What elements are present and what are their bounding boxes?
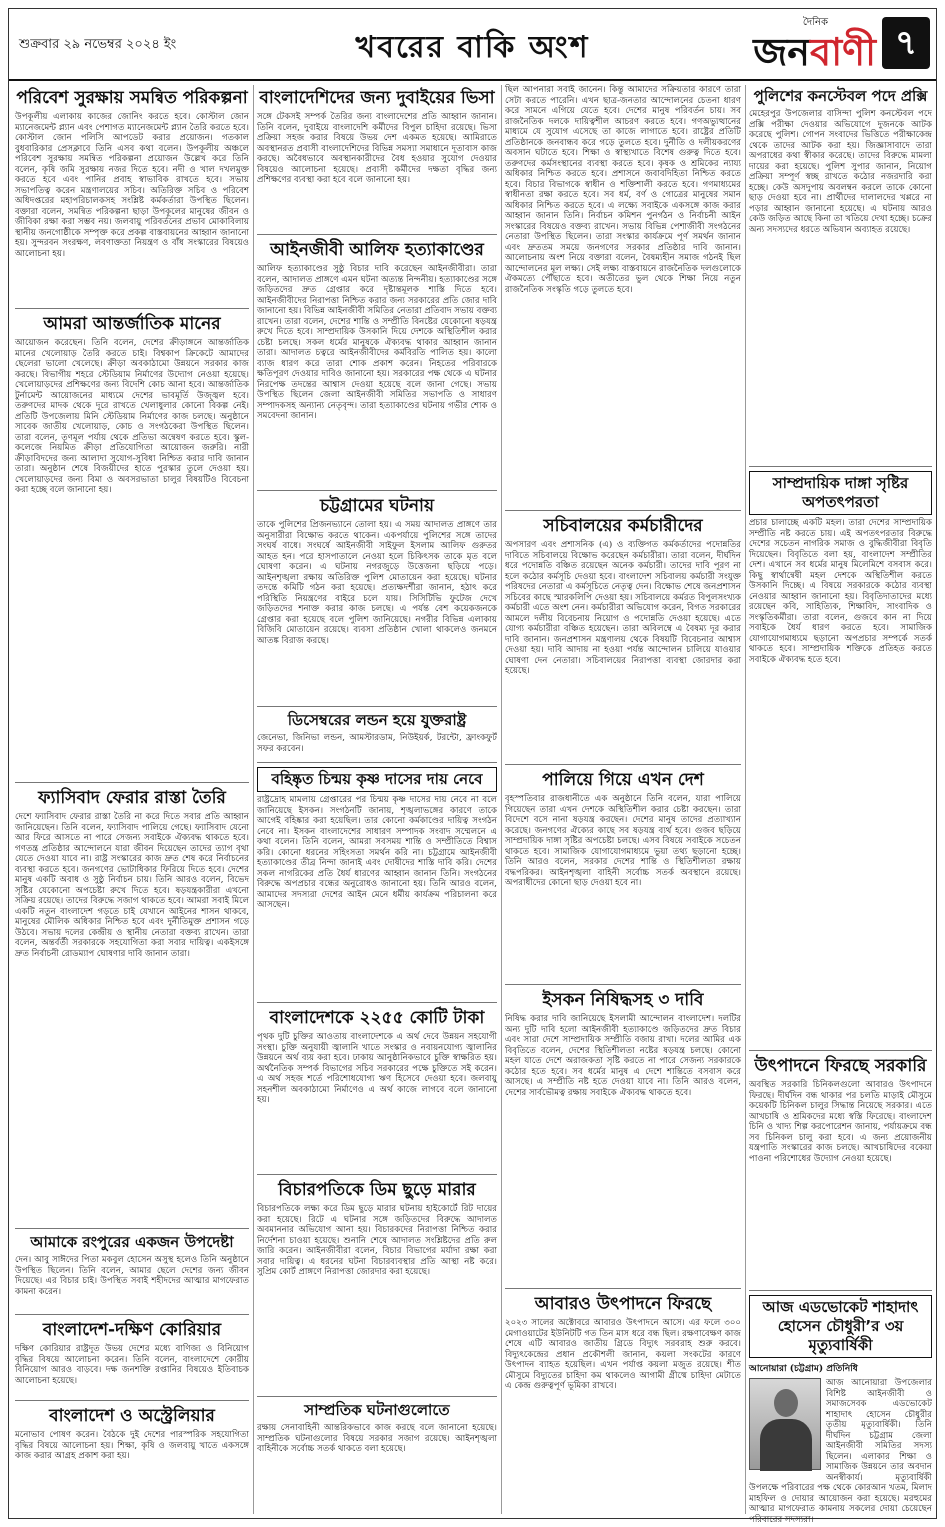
article-body: সঙ্গে টেকসই সম্পর্ক তৈরির জন্য বাংলাদেশের প্রতি আহ্বান জানান। তিনি বলেন, দুবাইয়ে বাংলাদেশি কর্মীদের বিপুল চাহিদা রয়েছে। ভিসা প্রক্রিয়া সহজ করার বিষয়ে উভয় দেশ একমত হয়েছে। আমিরাতে অবস্থানরত প্রবাসী বাংলাদেশিদের বিভিন্ন সমস্যা সমাধানে দূতাবাস কাজ করছে। অবৈধভাবে অবস্থানকারীদের বৈধ হওয়ার সুযোগ দেওয়ার বিষয়েও আলোচনা হয়েছে। প্রবাসী কর্মীদের দক্ষতা বৃদ্ধির জন্য প্রশিক্ষণের ব্যবস্থা করা হবে বলে জানানো হয়। bbox=[257, 112, 497, 185]
article-body: অপসারণ এবং প্রশাসনিক (এ) ও ব্যক্তিগত কর্মকর্তাদের পদোন্নতির দাবিতে সচিবালয়ে বিক্ষোভ করেছেন কর্মচারীরা। তারা বলেন, দীর্ঘদিন ধরে পদোন্নতি বঞ্চিত রয়েছেন অনেক কর্মচারী। তাদের দাবি পূরণ না হলে কঠোর কর্মসূচি দেওয়া হবে। বাংলাদেশ সচিবালয় কর্মচারী সংযুক্ত পরিষদের নেতারা এ কর্মসূচিতে নেতৃত্ব দেন। বিক্ষোভ শেষে জনপ্রশাসন সচিবের কাছে স্মারকলিপি দেওয়া হয়। সচিবালয়ে কর্মরত বিপুলসংখ্যক কর্মচারী এতে অংশ নেন। কর্মচারীরা অভিযোগ করেন, বিগত সরকারের আমলে দলীয় বিবেচনায় নিয়োগ ও পদোন্নতি দেওয়া হয়েছে। এতে যোগ্য কর্মচারীরা বঞ্চিত হয়েছেন। তারা অবিলম্বে এ বৈষম্য দূর করার দাবি জানান। জনপ্রশাসন মন্ত্রণালয় থেকে বিষয়টি বিবেচনার আশ্বাস দেওয়া হয়। দাবি আদায় না হওয়া পর্যন্ত আন্দোলন চালিয়ে যাওয়ার ঘোষণা দেন নেতারা। সচিবালয়ের নিরাপত্তা ব্যবস্থা জোরদার করা হয়েছে। bbox=[505, 540, 741, 676]
article-headline: ডিসেম্বরের লন্ডন হয়ে যুক্তরাষ্ট্র bbox=[287, 711, 467, 729]
article-headline: পরিবেশ সুরক্ষায় সমন্বিত পরিকল্পনা bbox=[16, 88, 248, 108]
article-headline: বাংলাদেশিদের জন্য দুবাইয়ের ভিসা bbox=[259, 88, 495, 108]
article-bangladesh-australia bbox=[15, 1405, 249, 1475]
article-sugar-mills bbox=[749, 1055, 932, 1291]
article-iskcon-chinmoy bbox=[257, 767, 497, 1003]
article-rangpur-adviser bbox=[15, 1233, 249, 1315]
masthead bbox=[9, 9, 936, 81]
article-headline: বাংলাদেশকে ২২৫৫ কোটি টাকা bbox=[269, 1008, 485, 1028]
article-iskcon-ban bbox=[505, 989, 741, 1289]
portrait-photo bbox=[749, 1378, 821, 1470]
column-divider bbox=[253, 85, 254, 1514]
article-body: পৃথক দুটি চুক্তির আওতায় বাংলাদেশকে এ অর্থ দেবে উন্নয়ন সহযোগী সংস্থা। চুক্তি অনুযায়ী জ্বালানি খাতে সংস্কার ও নবায়নযোগ্য জ্বালানির উন্নয়নে অর্থ ব্যয় করা হবে। ঢাকায় আনুষ্ঠানিকভাবে চুক্তি স্বাক্ষরিত হয়। অর্থনৈতিক সম্পর্ক বিভাগের সচিব সরকারের পক্ষে চুক্তিতে সই করেন। এ অর্থ সহজ শর্তে পরিশোধযোগ্য ঋণ হিসেবে দেওয়া হবে। জলবায়ু সহনশীল অবকাঠামো নির্মাণেও এ অর্থ কাজে লাগবে বলে জানানো হয়। bbox=[257, 1032, 497, 1105]
column-1 bbox=[15, 85, 249, 1514]
article-headline: আইনজীবী আলিফ হত্যাকাণ্ডের bbox=[270, 240, 484, 260]
issue-date: শুক্রবার ২৯ নভেম্বর ২০২৪ ইং bbox=[19, 37, 177, 52]
article-fled-country bbox=[505, 769, 741, 985]
article-body: উপকূলীয় এলাকায় কাজের জোনিং করতে হবে। কোস্টাল জোন ম্যানেজমেন্ট প্ল্যান এবং পেশাগত ম্যানেজমেন্ট প্ল্যান তৈরি করতে হবে। কোস্টাল জোন পলিসি আপডেট করার প্রয়োজন। গতকাল বুধবারিকার প্রেসক্লাবে তিনি এসব কথা বলেন। উপকূলীয় অঞ্চলে পরিবেশ সুরক্ষায় সমন্বিত পরিকল্পনা প্রয়োজন উল্লেখ করে তিনি বলেন, কৃষি জমি সুরক্ষায় নজর দিতে হবে। নদী ও খাল দখলমুক্ত করতে হবে এবং পানির প্রবাহ স্বাভাবিক রাখতে হবে। সভায় সভাপতিত্ব করেন মন্ত্রণালয়ের সচিব। অতিরিক্ত সচিব ও পরিবেশ অধিদপ্তরের মহাপরিচালকসহ সংশ্লিষ্ট কর্মকর্তারা উপস্থিত ছিলেন। বক্তারা বলেন, সমন্বিত পরিকল্পনা ছাড়া উপকূলের মানুষের জীবন ও জীবিকা রক্ষা করা সম্ভব নয়। জলবায়ু পরিবর্তনের প্রভাব মোকাবিলায় স্থানীয় জনগোষ্ঠীকে সম্পৃক্ত করে প্রকল্প বাস্তবায়নের আহ্বান জানানো হয়। সুন্দরবন সংরক্ষণ, লবণাক্ততা নিয়ন্ত্রণ ও বাঁধ সংস্কারের বিষয়েও আলোচনা হয়। bbox=[15, 112, 249, 259]
article-headline: সচিবালয়ের কর্মচারীদের bbox=[543, 516, 703, 536]
article-chattogram-incident bbox=[257, 495, 497, 707]
article-continued-top bbox=[505, 85, 741, 511]
newspaper-logo bbox=[753, 15, 876, 72]
article-headline: বিচারপতিকে ডিম ছুড়ে মারার bbox=[278, 1180, 476, 1200]
logo-name-part2: বাণী bbox=[809, 30, 876, 74]
article-body: আজ আনোয়ারা উপজেলার বিশিষ্ট আইনজীবী ও সমাজসেবক এডভোকেট শাহাদাৎ হোসেন চৌধুরীর তৃতীয় মৃত্যুবার্ষিকী। তিনি দীর্ঘদিন চট্টগ্রাম জেলা আইনজীবী সমিতির সদস্য ছিলেন। এলাকার শিক্ষা ও সামাজিক উন্নয়নে তার অবদান অনস্বীকার্য। মৃত্যুবার্ষিকী উপলক্ষে পরিবারের পক্ষ থেকে কোরআন খতম, মিলাদ মাহফিল ও দোয়ার আয়োজন করা হয়েছে। মরহুমের আত্মার মাগফেরাত কামনায় সকলের দোয়া চেয়েছেন পরিবারের সদস্যরা। bbox=[749, 1378, 932, 1525]
article-headline: আজ এডভোকেট শাহাদাৎ হোসেন চৌধুরী’র ৩য় মৃত্যুবার্ষিকী bbox=[749, 1295, 932, 1358]
column-divider bbox=[501, 85, 502, 1514]
column-2 bbox=[257, 85, 497, 1514]
page-number-badge: ৭ bbox=[882, 17, 930, 69]
article-body: রাষ্ট্রদ্রোহ মামলায় গ্রেপ্তারের পর চিন্ময় কৃষ্ণ দাসের দায় নেবে না বলে জানিয়েছে ইসকন। সংগঠনটি জানায়, শৃঙ্খলাভঙ্গের কারণে তাকে আগেই বহিষ্কার করা হয়েছিল। তার কোনো কর্মকাণ্ডের দায়িত্ব সংগঠন নেবে না। ইসকন বাংলাদেশের সাধারণ সম্পাদক সংবাদ সম্মেলনে এ কথা বলেন। তিনি বলেন, আমরা সবসময় শান্তি ও সম্প্রীতিতে বিশ্বাস করি। কোনো ধরনের সহিংসতা সমর্থন করি না। চট্টগ্রামে আইনজীবী হত্যাকাণ্ডের তীব্র নিন্দা জানাই এবং দোষীদের শাস্তি দাবি করি। দেশের সকল নাগরিকের প্রতি ধৈর্য ধারণের আহ্বান জানান তিনি। সংগঠনের বিরুদ্ধে অপপ্রচার বন্ধের অনুরোধও জানানো হয়। তিনি আরও বলেন, আমাদের সদস্যরা দেশের আইন মেনে ধর্মীয় কার্যক্রম পরিচালনা করে আসছেন। bbox=[257, 795, 497, 910]
article-london-usa bbox=[257, 711, 497, 763]
section-title: খবরের বাকি অংশ bbox=[355, 30, 590, 65]
article-lawyer-alif bbox=[257, 239, 497, 491]
logo-name bbox=[753, 30, 876, 74]
article-body: মনোভাব পোষণ করেন। বৈঠকে দুই দেশের পারস্পরিক সহযোগিতা বৃদ্ধির বিষয়ে আলোচনা হয়। শিক্ষা, কৃষি ও জলবায়ু খাতে একসঙ্গে কাজ করার আগ্রহ প্রকাশ করা হয়। bbox=[15, 1430, 249, 1461]
article-body: অবস্থিত সরকারি চিনিকলগুলো আবারও উৎপাদনে ফিরছে। দীর্ঘদিন বন্ধ থাকার পর চলতি মাড়াই মৌসুমে কয়েকটি চিনিকল চালুর সিদ্ধান্ত নিয়েছে সরকার। এতে আখচাষি ও শ্রমিকদের মধ্যে স্বস্তি ফিরেছে। বাংলাদেশ চিনি ও খাদ্য শিল্প করপোরেশন জানায়, পর্যায়ক্রমে বন্ধ সব চিনিকল চালু করা হবে। এ জন্য প্রয়োজনীয় যন্ত্রপাতি সংস্কারের কাজ চলছে। আখচাষিদের বকেয়া পাওনা পরিশোধের উদ্যোগ নেওয়া হয়েছে। bbox=[749, 1080, 932, 1164]
article-body: তাকে পুলিশের প্রিজনভ্যানে তোলা হয়। এ সময় আদালত প্রাঙ্গণে তার অনুসারীরা বিক্ষোভ করতে থাকেন। একপর্যায়ে পুলিশের সঙ্গে তাদের সংঘর্ষ বাধে। সংঘর্ষে আইনজীবী সাইফুল ইসলাম আলিফ গুরুতর আহত হন। পরে হাসপাতালে নেওয়া হলে চিকিৎসক তাকে মৃত বলে ঘোষণা করেন। এ ঘটনায় নগরজুড়ে উত্তেজনা ছড়িয়ে পড়ে। আইনশৃঙ্খলা রক্ষায় অতিরিক্ত পুলিশ মোতায়েন করা হয়েছে। ঘটনার তদন্তে কমিটি গঠন করা হয়েছে। প্রত্যক্ষদর্শীরা জানান, হঠাৎ করে পরিস্থিতি নিয়ন্ত্রণের বাইরে চলে যায়। সিসিটিভি ফুটেজ দেখে জড়িতদের শনাক্ত করার কাজ চলছে। এ পর্যন্ত বেশ কয়েকজনকে গ্রেপ্তার করা হয়েছে বলে পুলিশ জানিয়েছে। নগরীর বিভিন্ন এলাকায় বিজিবি মোতায়েন রয়েছে। ব্যবসা প্রতিষ্ঠান খোলা থাকলেও জনমনে আতঙ্ক বিরাজ করছে। bbox=[257, 520, 497, 646]
newspaper-page bbox=[8, 8, 937, 1525]
article-headline: আমরা আন্তর্জাতিক মানের bbox=[43, 314, 221, 334]
article-body: দক্ষিণ কোরিয়ার রাষ্ট্রদূত উভয় দেশের মধ্যে বাণিজ্য ও বিনিয়োগ বৃদ্ধির বিষয়ে আলোচনা করেন। তিনি বলেন, বাংলাদেশে কোরীয় বিনিয়োগ আরও বাড়বে। দক্ষ জনশক্তি রপ্তানির বিষয়েও ইতিবাচক আলোচনা হয়েছে। bbox=[15, 1344, 249, 1386]
article-production-again bbox=[505, 1293, 741, 1523]
article-body: দেশে ফ্যাসিবাদ ফেরার রাস্তা তৈরি না করে দিতে সবার প্রতি আহ্বান জানিয়েছেন। তিনি বলেন, ফ্যাসিবাদ পালিয়ে গেছে। ফ্যাসিবাদ যেনো আর ফিরে আসতে না পারে সেজন্য সবাইকে ঐক্যবদ্ধ থাকতে হবে। গণতন্ত্র প্রতিষ্ঠার আন্দোলনে যারা জীবন দিয়েছেন তাদের ত্যাগ বৃথা যেতে দেওয়া যাবে না। রাষ্ট্র সংস্কারের কাজ দ্রুত শেষ করে নির্বাচনের ব্যবস্থা করতে হবে। জনগণের ভোটাধিকার ফিরিয়ে দিতে হবে। দেশের মানুষ একটি অবাধ ও সুষ্ঠু নির্বাচন চায়। তিনি আরও বলেন, বিভেদ সৃষ্টির যেকোনো অপচেষ্টা রুখে দিতে হবে। ষড়যন্ত্রকারীরা এখনো সক্রিয় রয়েছে। তাদের বিরুদ্ধে সজাগ থাকতে হবে। আমরা সবাই মিলে একটি নতুন বাংলাদেশ গড়তে চাই যেখানে আইনের শাসন থাকবে, মানুষের মৌলিক অধিকার নিশ্চিত হবে এবং দুর্নীতিমুক্ত প্রশাসন গড়ে উঠবে। সভায় দলের কেন্দ্রীয় ও স্থানীয় নেতারা বক্তব্য রাখেন। তারা বলেন, অন্তর্বর্তী সরকারকে সহযোগিতা করা সবার দায়িত্ব। একইসঙ্গে দ্রুত নির্বাচনী রোডম্যাপ ঘোষণার দাবি জানান তারা। bbox=[15, 812, 249, 959]
article-dubai-visa bbox=[257, 87, 497, 235]
article-headline: বাংলাদেশ ও অস্ট্রেলিয়ার bbox=[49, 1406, 215, 1426]
article-environment bbox=[15, 87, 249, 309]
article-body: বিচারপতিকে লক্ষ্য করে ডিম ছুড়ে মারার ঘটনায় হাইকোর্টে রিট দায়ের করা হয়েছে। রিটে এ ঘটনার সঙ্গে জড়িতদের বিরুদ্ধে আদালত অবমাননার অভিযোগ আনা হয়। বিচারকদের নিরাপত্তা নিশ্চিত করার নির্দেশনা চাওয়া হয়েছে। শুনানি শেষে আদালত সংশ্লিষ্টদের প্রতি রুল জারি করেন। আইনজীবীরা বলেন, বিচার বিভাগের মর্যাদা রক্ষা করা সবার দায়িত্ব। এ ধরনের ঘটনা বিচারব্যবস্থার প্রতি আস্থা নষ্ট করে। সুপ্রিম কোর্ট প্রাঙ্গণে নিরাপত্তা জোরদার করা হয়েছে। bbox=[257, 1204, 497, 1277]
article-body: আলিফ হত্যাকাণ্ডের সুষ্ঠু বিচার দাবি করেছেন আইনজীবীরা। তারা বলেন, আদালত প্রাঙ্গণে এমন ঘটনা অত্যন্ত নিন্দনীয়। হত্যাকাণ্ডের সঙ্গে জড়িতদের দ্রুত গ্রেপ্তার করে দৃষ্টান্তমূলক শাস্তি দিতে হবে। আইনজীবীদের নিরাপত্তা নিশ্চিত করার জন্য সরকারের প্রতি জোর দাবি জানানো হয়। বিভিন্ন আইনজীবী সমিতির নেতারা প্রতিবাদ সভায় বক্তব্য রাখেন। তারা বলেন, দেশের শান্তি ও সম্প্রীতি বিনষ্টের যেকোনো ষড়যন্ত্র রুখে দিতে হবে। সাম্প্রদায়িক উসকানি দিয়ে দেশকে অস্থিতিশীল করার চেষ্টা চলছে। সকল ধর্মের মানুষকে ঐক্যবদ্ধ থাকার আহ্বান জানান তারা। আদালত চত্বরে আইনজীবীদের কর্মবিরতি পালিত হয়। কালো ব্যাজ ধারণ করে তারা শোক প্রকাশ করেন। নিহতের পরিবারকে ক্ষতিপূরণ দেওয়ার দাবিও জানানো হয়। সরকারের পক্ষ থেকে এ ঘটনার নিরপেক্ষ তদন্তের আশ্বাস দেওয়া হয়েছে বলে জানা গেছে। সভায় উপস্থিত ছিলেন জেলা আইনজীবী সমিতির সভাপতি ও সাধারণ সম্পাদকসহ অন্যান্য নেতৃবৃন্দ। তারা হত্যাকাণ্ডের ঘটনায় গভীর শোক ও সমবেদনা জানান। bbox=[257, 264, 497, 421]
column-divider bbox=[745, 85, 746, 1514]
article-byline: আনোয়ারা (চট্টগ্রাম) প্রতিনিধি bbox=[749, 1364, 858, 1374]
article-headline: উৎপাদনে ফিরছে সরকারি bbox=[754, 1056, 927, 1076]
logo-prefix: দৈনিক bbox=[802, 17, 828, 28]
article-judge-egg bbox=[257, 1179, 497, 1397]
column-4 bbox=[749, 85, 932, 1525]
article-communal-riot bbox=[749, 471, 932, 1051]
logo-name-part1: জন bbox=[753, 30, 810, 74]
article-death-anniversary bbox=[749, 1295, 932, 1525]
article-recent-events bbox=[257, 1401, 497, 1511]
article-secretariat-staff bbox=[505, 515, 741, 765]
article-headline: আমাকে রংপুরের একজন উপদেষ্টা bbox=[30, 1233, 234, 1251]
article-headline: ইসকন নিষিদ্ধসহ ৩ দাবি bbox=[542, 990, 704, 1010]
article-2255-crore bbox=[257, 1007, 497, 1175]
article-police-proxy bbox=[749, 87, 932, 467]
article-body: প্রচার চালাচ্ছে একটি মহল। তারা দেশের সাম্প্রদায়িক সম্প্রীতি নষ্ট করতে চায়। এই অপতৎপরতার বিরুদ্ধে দেশের সচেতন নাগরিক সমাজ ও বুদ্ধিজীবীরা বিবৃতি দিয়েছেন। বিবৃতিতে বলা হয়, বাংলাদেশ সম্প্রীতির দেশ। এখানে সব ধর্মের মানুষ মিলেমিশে বসবাস করে। কিছু স্বার্থান্বেষী মহল দেশকে অস্থিতিশীল করতে উসকানি দিচ্ছে। এ বিষয়ে সরকারকে কঠোর ব্যবস্থা নেওয়ার আহ্বান জানানো হয়। বিবৃতিদাতাদের মধ্যে রয়েছেন কবি, সাহিত্যিক, শিক্ষাবিদ, সাংবাদিক ও সংস্কৃতিকর্মীরা। তারা বলেন, গুজবে কান না দিয়ে সবাইকে ধৈর্য ধারণ করতে হবে। সামাজিক যোগাযোগমাধ্যমে ছড়ানো অপপ্রচার সম্পর্কে সতর্ক থাকতে হবে। সাম্প্রদায়িক শক্তিকে প্রতিহত করতে সবাইকে ঐক্যবদ্ধ হতে হবে। bbox=[749, 518, 932, 665]
article-body: জেনেভা, জিনিভা লন্ডন, আমস্টারডাম, নিউইয়র্ক, টরন্টো, ফ্রাংকফুর্ট সফর করবেন। bbox=[257, 733, 497, 754]
article-headline: বাংলাদেশ-দক্ষিণ কোরিয়ার bbox=[42, 1320, 222, 1340]
article-body: ২০২৩ সালের অক্টোবরে আবারও উৎপাদনে আসে। এর ফলে ৩০০ মেগাওয়াটের ইউনিটটি গত তিন মাস ধরে বন্ধ ছিল। রক্ষণাবেক্ষণ কাজ শেষে এটি আবারও জাতীয় গ্রিডে বিদ্যুৎ সরবরাহ শুরু করবে। বিদ্যুৎকেন্দ্রের প্রধান প্রকৌশলী জানান, কয়লা সংকটের কারণে উৎপাদন ব্যাহত হয়েছিল। এখন পর্যাপ্ত কয়লা মজুত রয়েছে। শীত মৌসুমে বিদ্যুতের চাহিদা কম থাকলেও আগামী গ্রীষ্মে চাহিদা মেটাতে এ কেন্দ্র গুরুত্বপূর্ণ ভূমিকা রাখবে। bbox=[505, 1318, 741, 1391]
article-headline: পালিয়ে গিয়ে এখন দেশ bbox=[542, 770, 704, 790]
article-body: দেন। আবু সাঈদের পিতা মকবুল হোসেন অসুস্থ হলেও তিনি অনুষ্ঠানে উপস্থিত ছিলেন। তিনি বলেন, আমার ছেলে দেশের জন্য জীবন দিয়েছে। এর বিচার চাই। উপস্থিত সবাই শহীদদের আত্মার মাগফেরাত কামনা করেন। bbox=[15, 1255, 249, 1297]
article-fascism bbox=[15, 787, 249, 1229]
article-body: মেহেরপুর উপজেলার বাসিন্দা পুলিশ কনস্টেবল পদে প্রক্সি পরীক্ষা দেওয়ার অভিযোগে দুজনকে আটক করেছে পুলিশ। গোপন সংবাদের ভিত্তিতে পরীক্ষাকেন্দ্র থেকে তাদের আটক করা হয়। জিজ্ঞাসাবাদে তারা অপরাধের কথা স্বীকার করেছে। তাদের বিরুদ্ধে মামলা দায়ের করা হয়েছে। পুলিশ সুপার জানান, নিয়োগ প্রক্রিয়া সম্পূর্ণ স্বচ্ছ রাখতে কঠোর নজরদারি করা হচ্ছে। কেউ অসদুপায় অবলম্বন করলে তাকে কোনো ছাড় দেওয়া হবে না। প্রার্থীদের দালালদের খপ্পরে না পড়ার আহ্বান জানানো হয়েছে। এ ঘটনায় আরও কেউ জড়িত আছে কিনা তা খতিয়ে দেখা হচ্ছে। চক্রের অন্য সদস্যদের ধরতে অভিযান অব্যাহত রয়েছে। bbox=[749, 109, 932, 235]
article-body: আয়োজন করেছেন। তিনি বলেন, দেশের ক্রীড়াঙ্গনে আন্তর্জাতিক মানের খেলোয়াড় তৈরি করতে চাই। বিশ্বকাপ ক্রিকেটে আমাদের ছেলেরা ভালো খেলেছে। ক্রীড়া অবকাঠামো উন্নয়নে সরকার কাজ করছে। বিভাগীয় শহরে স্টেডিয়াম নির্মাণের উদ্যোগ নেওয়া হয়েছে। খেলোয়াড়দের প্রশিক্ষণের জন্য বিদেশি কোচ আনা হবে। আন্তর্জাতিক টুর্নামেন্ট আয়োজনের মাধ্যমে দেশের ভাবমূর্তি উজ্জ্বল হবে। তরুণদের মাদক থেকে দূরে রাখতে খেলাধুলার কোনো বিকল্প নেই। প্রতিটি উপজেলায় মিনি স্টেডিয়াম নির্মাণের কাজ চলছে। অনুষ্ঠানে সাবেক জাতীয় খেলোয়াড়, কোচ ও সংগঠকেরা উপস্থিত ছিলেন। তারা বলেন, তৃণমূল পর্যায় থেকে প্রতিভা অন্বেষণ করতে হবে। স্কুল-কলেজে নিয়মিত ক্রীড়া প্রতিযোগিতা আয়োজন জরুরি। নারী ক্রীড়াবিদদের জন্য আলাদা সুযোগ-সুবিধা নিশ্চিত করার দাবি জানান তারা। অনুষ্ঠান শেষে বিজয়ীদের হাতে পুরস্কার তুলে দেওয়া হয়। খেলোয়াড়দের জন্য বিমা ও অবসরভাতা চালুর বিষয়টিও বিবেচনা করা হচ্ছে বলে জানানো হয়। bbox=[15, 338, 249, 495]
article-headline: পুলিশের কনস্টেবল পদে প্রক্সি bbox=[753, 87, 928, 105]
article-headline: চট্টগ্রামের ঘটনায় bbox=[320, 496, 434, 516]
article-headline: সাম্প্রদায়িক দাঙ্গা সৃষ্টির অপতৎপরতা bbox=[749, 471, 932, 515]
article-headline: আবারও উৎপাদনে ফিরছে bbox=[534, 1294, 712, 1314]
article-body: ছিল আপনারা সবাই জানেন। কিন্তু আমাদের সক্রিয়তার কারণে তারা সেটা করতে পারেনি। এখন ছাত্র-জনতার আন্দোলনের চেতনা ধারণ করে সামনে এগিয়ে যেতে হবে। দেশের মানুষ পরিবর্তন চায়। সব রাজনৈতিক দলকে দায়িত্বশীল আচরণ করতে হবে। গণঅভ্যুত্থানের মাধ্যমে যে সুযোগ এসেছে তা কাজে লাগাতে হবে। রাষ্ট্রের প্রতিটি প্রতিষ্ঠানকে জনবান্ধব করে গড়ে তুলতে হবে। দুর্নীতি ও দলীয়করণের অবসান ঘটাতে হবে। শিক্ষা ও স্বাস্থ্যখাতে বিশেষ গুরুত্ব দিতে হবে। তরুণদের কর্মসংস্থানের ব্যবস্থা করতে হবে। কৃষক ও শ্রমিকের ন্যায্য অধিকার নিশ্চিত করতে হবে। প্রশাসনে জবাবদিহিতা নিশ্চিত করতে হবে। বিচার বিভাগকে স্বাধীন ও শক্তিশালী করতে হবে। গণমাধ্যমের স্বাধীনতা রক্ষা করতে হবে। সব ধর্ম, বর্ণ ও গোত্রের মানুষের সমান অধিকার নিশ্চিত করতে হবে। এ লক্ষ্যে সবাইকে একসঙ্গে কাজ করার আহ্বান জানান তিনি। নির্বাচন কমিশন পুনর্গঠন ও নির্বাচনী আইন সংস্কারের বিষয়েও বক্তব্য রাখেন। সভায় বিভিন্ন পেশাজীবী সংগঠনের নেতারা উপস্থিত ছিলেন। তারা সংস্কার কার্যক্রমে পূর্ণ সমর্থন জানান এবং দ্রুততম সময়ে জনগণের সরকার প্রতিষ্ঠার দাবি জানান। আলোচনায় অংশ নিয়ে বক্তারা বলেন, বৈষম্যহীন সমাজ গঠনই ছিল আন্দোলনের মূল লক্ষ্য। সেই লক্ষ্য বাস্তবায়নে রাজনৈতিক দলগুলোকে ঐকমত্যে পৌঁছাতে হবে। অতীতের ভুল থেকে শিক্ষা নিয়ে নতুন রাজনৈতিক সংস্কৃতি গড়ে তুলতে হবে। bbox=[505, 85, 741, 295]
article-body: রক্ষায় সেনাবাহিনী আন্তরিকভাবে কাজ করছে বলে জানানো হয়েছে। সাম্প্রতিক ঘটনাগুলোর বিষয়ে সরকার সজাগ রয়েছে। আইনশৃঙ্খলা বাহিনীকে সর্বোচ্চ সতর্ক থাকতে বলা হয়েছে। bbox=[257, 1423, 497, 1454]
article-international-standard bbox=[15, 313, 249, 783]
article-headline: বহিষ্কৃত চিন্ময় কৃষ্ণ দাসের দায় নেবে bbox=[257, 767, 497, 792]
article-body: নিষিদ্ধ করার দাবি জানিয়েছে ইসলামী আন্দোলন বাংলাদেশ। দলটির অন্য দুটি দাবি হলো আইনজীবী হত্যাকাণ্ডে জড়িতদের দ্রুত বিচার এবং সারা দেশে সাম্প্রদায়িক সম্প্রীতি বজায় রাখা। দলের আমির এক বিবৃতিতে বলেন, দেশের স্থিতিশীলতা নষ্টের ষড়যন্ত্র চলছে। কোনো মহল যাতে দেশে অরাজকতা সৃষ্টি করতে না পারে সেজন্য সরকারকে কঠোর হতে হবে। সব ধর্মের মানুষ এ দেশে শান্তিতে বসবাস করে আসছে। এ সম্প্রীতি নষ্ট হতে দেওয়া যাবে না। তিনি আরও বলেন, দেশের সার্বভৌমত্ব রক্ষায় সবাইকে ঐক্যবদ্ধ থাকতে হবে। bbox=[505, 1014, 741, 1098]
article-body: বৃহস্পতিবার রাজধানীতে এক অনুষ্ঠানে তিনি বলেন, যারা পালিয়ে গিয়েছেন তারা এখন দেশকে অস্থিতিশীল করার চেষ্টা করছেন। তারা বিদেশে বসে নানা ষড়যন্ত্র করছেন। দেশের মানুষ তাদের প্রত্যাখ্যান করেছে। জনগণের ঐক্যের কাছে সব ষড়যন্ত্র ব্যর্থ হবে। গুজব ছড়িয়ে সাম্প্রদায়িক দাঙ্গা সৃষ্টির অপচেষ্টা চলছে। এসব বিষয়ে সবাইকে সচেতন থাকতে হবে। সামাজিক যোগাযোগমাধ্যমে ভুয়া তথ্য ছড়ানো হচ্ছে। তিনি আরও বলেন, সরকার দেশের শান্তি ও স্থিতিশীলতা রক্ষায় বদ্ধপরিকর। আইনশৃঙ্খলা বাহিনী সর্বোচ্চ সতর্ক অবস্থানে রয়েছে। অপরাধীদের কোনো ছাড় দেওয়া হবে না। bbox=[505, 794, 741, 888]
article-headline: ফ্যাসিবাদ ফেরার রাস্তা তৈরি bbox=[38, 788, 226, 808]
article-bangladesh-korea bbox=[15, 1319, 249, 1401]
article-headline: সাম্প্রতিক ঘটনাগুলোতে bbox=[304, 1401, 450, 1419]
column-3 bbox=[505, 85, 741, 1514]
